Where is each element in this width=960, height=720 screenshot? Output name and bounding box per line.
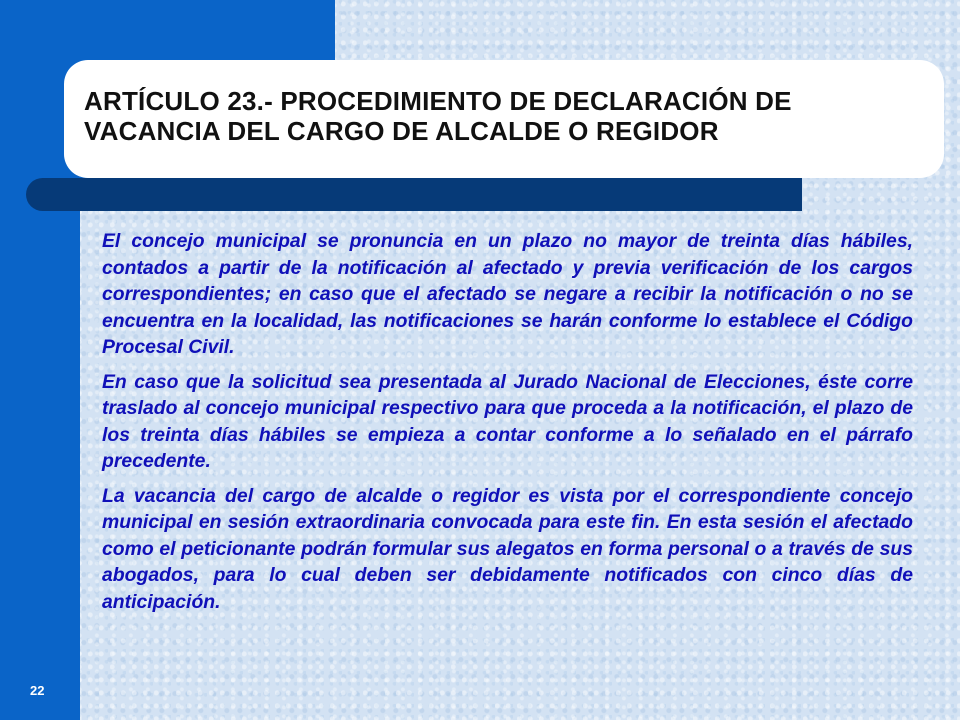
paragraph-1: El concejo municipal se pronuncia en un plazo no mayor de treinta días hábiles, contados a partir de la notificación al afectado y previa verificación de los cargos correspondientes; en caso que el afectado se negare a recibir la notificación o no se encuentra en la localidad, las notificaciones se harán conforme lo establece el Código Procesal Civil. xyxy=(102,230,913,358)
slide-body xyxy=(102,228,913,623)
slide-title: ARTÍCULO 23.- PROCEDIMIENTO DE DECLARACIÓN DE VACANCIA DEL CARGO DE ALCALDE O REGIDOR xyxy=(84,86,792,146)
paragraph-3: La vacancia del cargo de alcalde o regidor es vista por el correspondiente concejo municipal en sesión extraordinaria convocada para este fin. En esta sesión el afectado como el peticionante podrán formular sus alegatos en forma personal o a través de sus abogados, para lo cual deben ser debidamente notificados con cinco días de anticipación. xyxy=(102,484,913,613)
page-number: 22 xyxy=(30,683,45,698)
title-box xyxy=(64,60,944,178)
title-underline-bar xyxy=(26,178,802,211)
paragraph-2: En caso que la solicitud sea presentada al Jurado Nacional de Elecciones, éste corre traslado al concejo municipal respectivo para que proceda a la notificación, el plazo de los treinta días hábiles se empieza a contar conforme a lo señalado en el párrafo precedente. xyxy=(102,370,913,472)
